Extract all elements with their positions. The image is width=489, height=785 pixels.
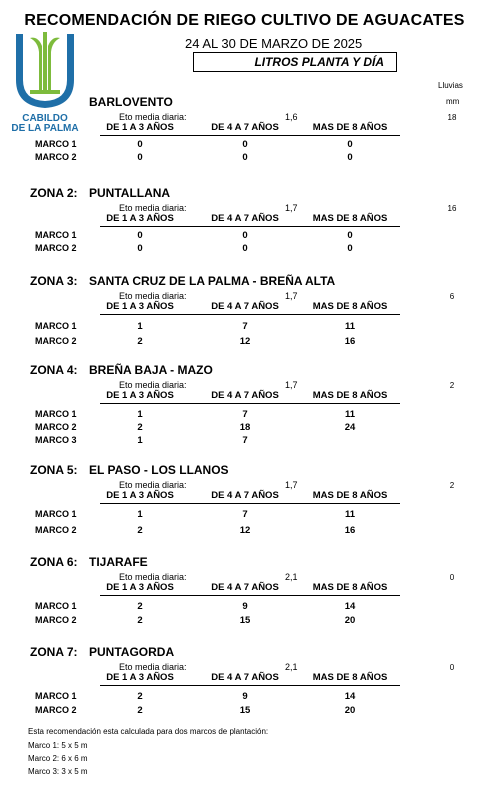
table-cell: 15 xyxy=(239,705,251,716)
date-range: 24 AL 30 DE MARZO DE 2025 xyxy=(185,36,363,51)
table-cell: 7 xyxy=(242,409,248,420)
table-cell: 0 xyxy=(137,139,143,150)
column-header: MAS DE 8 AÑOS xyxy=(312,213,388,224)
eto-label: Eto media diaria: xyxy=(119,203,187,213)
table-cell: 14 xyxy=(344,601,356,612)
row-label: MARCO 1 xyxy=(35,139,77,149)
note-marco-1: Marco 1: 5 x 5 m xyxy=(28,741,88,750)
header-rule xyxy=(100,314,400,315)
rain-value: 6 xyxy=(449,292,455,301)
zone-label: ZONA 4: xyxy=(30,363,78,377)
table-cell: 24 xyxy=(344,422,356,433)
units-label: LITROS PLANTA Y DÍA xyxy=(193,52,397,72)
column-header: DE 1 A 3 AÑOS xyxy=(106,582,174,593)
header-rule xyxy=(100,226,400,227)
row-label: MARCO 2 xyxy=(35,525,77,535)
table-cell: 2 xyxy=(137,691,143,702)
row-label: MARCO 1 xyxy=(35,509,77,519)
table-cell: 7 xyxy=(242,435,248,446)
zone-name: TIJARAFE xyxy=(89,555,148,569)
row-label: MARCO 1 xyxy=(35,321,77,331)
table-cell: 2 xyxy=(137,705,143,716)
table-cell: 2 xyxy=(137,615,143,626)
column-header: DE 1 A 3 AÑOS xyxy=(106,672,174,683)
rain-value: 0 xyxy=(449,663,455,672)
table-cell: 2 xyxy=(137,336,143,347)
header-rule xyxy=(100,403,400,404)
row-label: MARCO 1 xyxy=(35,691,77,701)
rain-value: 18 xyxy=(447,113,457,122)
column-header: DE 4 A 7 AÑOS xyxy=(211,582,279,593)
rain-value: 16 xyxy=(447,204,457,213)
column-header: DE 1 A 3 AÑOS xyxy=(106,490,174,501)
table-cell: 2 xyxy=(137,525,143,536)
eto-value: 1,7 xyxy=(285,380,298,390)
row-label: MARCO 2 xyxy=(35,336,77,346)
table-cell: 11 xyxy=(344,409,356,420)
zone-label: ZONA 3: xyxy=(30,274,78,288)
column-header: DE 4 A 7 AÑOS xyxy=(211,390,279,401)
zone-name: BARLOVENTO xyxy=(89,95,173,109)
table-cell: 0 xyxy=(347,243,353,254)
column-header: DE 4 A 7 AÑOS xyxy=(211,301,279,312)
document-title: RECOMENDACIÓN DE RIEGO CULTIVO DE AGUACATES xyxy=(24,12,465,29)
eto-label: Eto media diaria: xyxy=(119,291,187,301)
header-rule xyxy=(100,503,400,504)
table-cell: 12 xyxy=(239,336,251,347)
column-header: MAS DE 8 AÑOS xyxy=(312,672,388,683)
table-cell: 11 xyxy=(344,321,356,332)
eto-label: Eto media diaria: xyxy=(119,380,187,390)
column-header: MAS DE 8 AÑOS xyxy=(312,390,388,401)
zone-name: PUNTAGORDA xyxy=(89,645,175,659)
table-cell: 0 xyxy=(347,152,353,163)
column-header: MAS DE 8 AÑOS xyxy=(312,122,388,133)
header-rule xyxy=(100,135,400,136)
table-cell: 20 xyxy=(344,705,356,716)
table-cell: 14 xyxy=(344,691,356,702)
row-label: MARCO 2 xyxy=(35,615,77,625)
row-label: MARCO 1 xyxy=(35,230,77,240)
zone-name: PUNTALLANA xyxy=(89,186,171,200)
row-label: MARCO 2 xyxy=(35,422,77,432)
column-header: DE 4 A 7 AÑOS xyxy=(211,213,279,224)
table-cell: 0 xyxy=(242,139,248,150)
zone-label: ZONA 7: xyxy=(30,645,78,659)
table-cell: 0 xyxy=(242,230,248,241)
table-cell: 7 xyxy=(242,509,248,520)
table-cell: 0 xyxy=(242,243,248,254)
table-cell: 18 xyxy=(239,422,251,433)
note-marco-3: Marco 3: 3 x 5 m xyxy=(28,767,88,776)
table-cell: 2 xyxy=(137,422,143,433)
eto-label: Eto media diaria: xyxy=(119,480,187,490)
table-cell: 20 xyxy=(344,615,356,626)
column-header: DE 1 A 3 AÑOS xyxy=(106,122,174,133)
row-label: MARCO 1 xyxy=(35,601,77,611)
header-rule xyxy=(100,685,400,686)
zone-name: BREÑA BAJA - MAZO xyxy=(89,363,213,377)
row-label: MARCO 3 xyxy=(35,435,77,445)
eto-value: 2,1 xyxy=(285,572,298,582)
eto-value: 1,6 xyxy=(285,112,298,122)
table-cell: 15 xyxy=(239,615,251,626)
zone-label: ZONA 6: xyxy=(30,555,78,569)
table-cell: 0 xyxy=(347,230,353,241)
table-cell: 0 xyxy=(137,243,143,254)
table-cell: 1 xyxy=(137,435,143,446)
table-cell: 0 xyxy=(137,152,143,163)
eto-value: 1,7 xyxy=(285,203,298,213)
table-cell: 2 xyxy=(137,601,143,612)
column-header: DE 1 A 3 AÑOS xyxy=(106,390,174,401)
table-cell: 12 xyxy=(239,525,251,536)
column-header: DE 4 A 7 AÑOS xyxy=(211,490,279,501)
rain-value: 0 xyxy=(449,573,455,582)
table-cell: 0 xyxy=(347,139,353,150)
header-rule xyxy=(100,595,400,596)
table-cell: 9 xyxy=(242,601,248,612)
table-cell: 16 xyxy=(344,525,356,536)
logo-text-line2: DE LA PALMA xyxy=(11,123,79,134)
rain-value: 2 xyxy=(449,481,455,490)
rain-unit-header: mm xyxy=(446,97,460,106)
eto-value: 1,7 xyxy=(285,291,298,301)
eto-value: 2,1 xyxy=(285,662,298,672)
table-cell: 16 xyxy=(344,336,356,347)
table-cell: 1 xyxy=(137,321,143,332)
table-cell: 0 xyxy=(137,230,143,241)
zone-name: EL PASO - LOS LLANOS xyxy=(89,463,229,477)
eto-label: Eto media diaria: xyxy=(119,112,187,122)
zone-name: SANTA CRUZ DE LA PALMA - BREÑA ALTA xyxy=(89,274,336,288)
eto-value: 1,7 xyxy=(285,480,298,490)
column-header: MAS DE 8 AÑOS xyxy=(312,301,388,312)
table-cell: 7 xyxy=(242,321,248,332)
zone-label: ZONA 2: xyxy=(30,186,78,200)
row-label: MARCO 2 xyxy=(35,152,77,162)
column-header: DE 1 A 3 AÑOS xyxy=(106,213,174,224)
column-header: DE 4 A 7 AÑOS xyxy=(211,122,279,133)
row-label: MARCO 2 xyxy=(35,705,77,715)
table-cell: 11 xyxy=(344,509,356,520)
eto-label: Eto media diaria: xyxy=(119,572,187,582)
table-cell: 1 xyxy=(137,409,143,420)
column-header: MAS DE 8 AÑOS xyxy=(312,582,388,593)
table-cell: 0 xyxy=(242,152,248,163)
column-header: DE 1 A 3 AÑOS xyxy=(106,301,174,312)
column-header: DE 4 A 7 AÑOS xyxy=(211,672,279,683)
note-intro: Esta recomendación esta calculada para dos marcos de plantación: xyxy=(28,727,269,736)
zone-label: ZONA 5: xyxy=(30,463,78,477)
table-cell: 1 xyxy=(137,509,143,520)
row-label: MARCO 1 xyxy=(35,409,77,419)
table-cell: 9 xyxy=(242,691,248,702)
row-label: MARCO 2 xyxy=(35,243,77,253)
column-header: MAS DE 8 AÑOS xyxy=(312,490,388,501)
note-marco-2: Marco 2: 6 x 6 m xyxy=(28,754,88,763)
eto-label: Eto media diaria: xyxy=(119,662,187,672)
rain-column-header: Lluvias xyxy=(438,81,463,90)
logo-text-line1: CABILDO xyxy=(22,113,68,124)
rain-value: 2 xyxy=(449,381,455,390)
